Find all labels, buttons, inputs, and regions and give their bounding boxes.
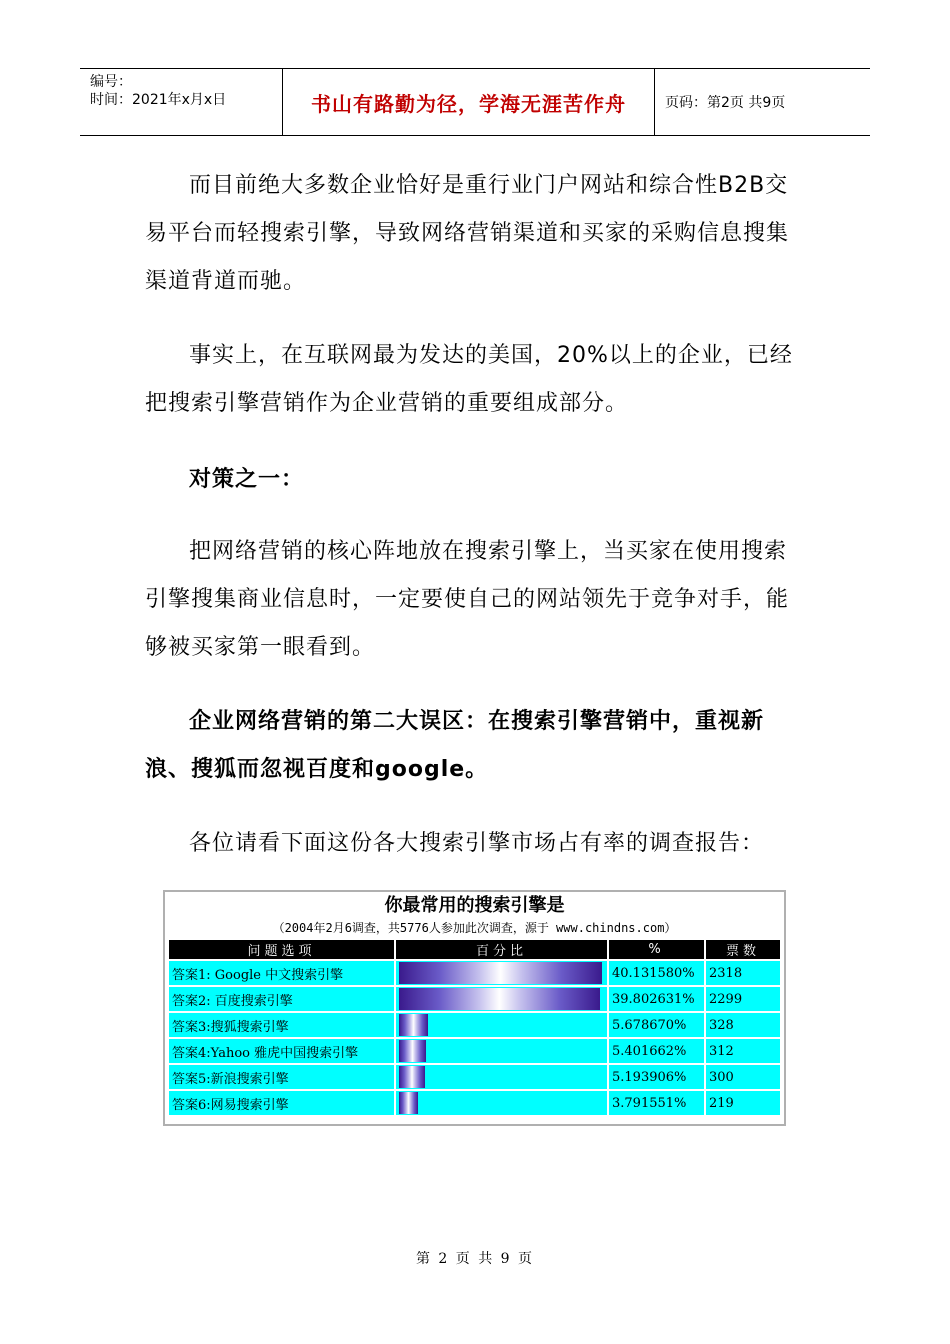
percentage-value: 3.791551% xyxy=(609,1091,704,1115)
option-label: 答案4:Yahoo 雅虎中国搜索引擎 xyxy=(169,1039,394,1063)
header-meta xyxy=(80,69,282,135)
percentage-value: 5.401662% xyxy=(609,1039,704,1063)
table-row xyxy=(169,1065,780,1089)
option-label: 答案3:搜狐搜索引擎 xyxy=(169,1013,394,1037)
percentage-value: 39.802631% xyxy=(609,987,704,1011)
vote-count: 2299 xyxy=(706,987,780,1011)
header-percent: % xyxy=(609,940,704,959)
percentage-value: 5.678670% xyxy=(609,1013,704,1037)
vote-count: 300 xyxy=(706,1065,780,1089)
paragraph-5: 各位请看下面这份各大搜索引擎市场占有率的调查报告： xyxy=(189,831,765,856)
number-label: 编号： xyxy=(90,74,132,90)
table-row xyxy=(169,1013,780,1037)
paragraph-1: 而目前绝大多数企业恰好是重行业门户网站和综合性B2B交易平台而轻搜索引擎，导致网络营销渠道和买家的采购信息搜集渠道背道而驰。 xyxy=(145,173,790,294)
header-motto: 书山有路勤为径，学海无涯苦作舟 xyxy=(282,69,655,135)
header-bar: 百分比 xyxy=(396,940,607,959)
time-label: 时间：2021年x月x日 xyxy=(90,92,227,108)
bar-cell xyxy=(396,1013,607,1037)
survey-table xyxy=(163,890,786,1126)
page-footer: 第 2 页 共 9 页 xyxy=(415,1251,535,1267)
bar-cell xyxy=(396,1091,607,1115)
percentage-bar xyxy=(399,1040,426,1062)
percentage-bar xyxy=(399,1066,425,1088)
header-option: 问题选项 xyxy=(169,940,394,959)
option-label: 答案5:新浪搜索引擎 xyxy=(169,1065,394,1089)
bar-cell xyxy=(396,1065,607,1089)
option-label: 答案2: 百度搜索引擎 xyxy=(169,987,394,1011)
table-row xyxy=(169,1091,780,1115)
header-page-label: 页码：第2页 共9页 xyxy=(665,95,786,111)
vote-count: 312 xyxy=(706,1039,780,1063)
percentage-bar xyxy=(399,1092,418,1114)
section-heading: 对策之一： xyxy=(189,467,305,492)
table-row xyxy=(169,1039,780,1063)
option-label: 答案1: Google 中文搜索引擎 xyxy=(169,961,394,985)
bar-cell xyxy=(396,987,607,1011)
survey-title: 你最常用的搜索引擎是 xyxy=(384,895,565,916)
table-row xyxy=(169,961,780,985)
vote-count: 219 xyxy=(706,1091,780,1115)
page-header xyxy=(80,68,870,136)
survey-subtitle: （2004年2月6调查，共5776人参加此次调查，源于 www.chindns.com） xyxy=(272,921,677,935)
option-label: 答案6:网易搜索引擎 xyxy=(169,1091,394,1115)
survey-header-row xyxy=(169,940,780,959)
percentage-value: 5.193906% xyxy=(609,1065,704,1089)
table-row xyxy=(169,987,780,1011)
vote-count: 328 xyxy=(706,1013,780,1037)
bar-cell xyxy=(396,961,607,985)
survey-grid xyxy=(167,938,782,1117)
vote-count: 2318 xyxy=(706,961,780,985)
paragraph-3: 把网络营销的核心阵地放在搜索引擎上，当买家在使用搜索引擎搜集商业信息时，一定要使自己的网站领先于竞争对手，能够被买家第一眼看到。 xyxy=(145,539,790,660)
bar-cell xyxy=(396,1039,607,1063)
percentage-bar xyxy=(399,962,602,984)
percentage-bar xyxy=(399,1014,428,1036)
paragraph-4: 企业网络营销的第二大误区：在搜索引擎营销中，重视新浪、搜狐而忽视百度和google。 xyxy=(145,709,765,782)
percentage-bar xyxy=(399,988,600,1010)
header-votes: 票数 xyxy=(706,940,780,959)
paragraph-2: 事实上，在互联网最为发达的美国，20%以上的企业，已经把搜索引擎营销作为企业营销的重要组成部分。 xyxy=(145,343,793,416)
percentage-value: 40.131580% xyxy=(609,961,704,985)
